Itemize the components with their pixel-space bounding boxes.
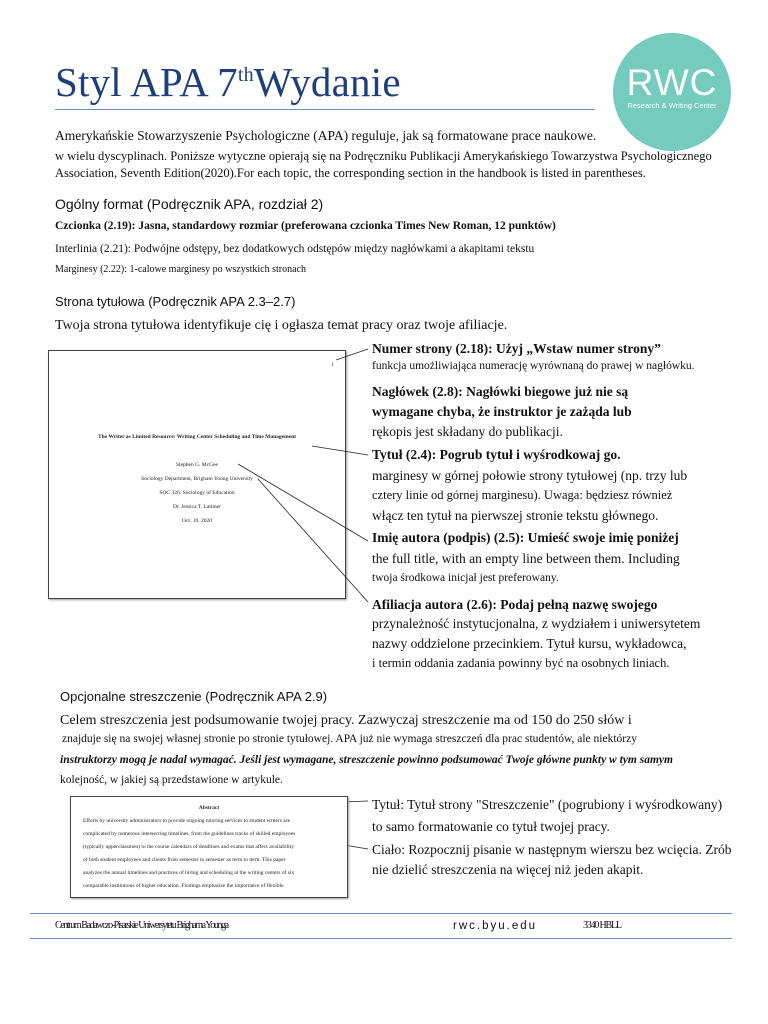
abstract-line-1: Celem streszczenia jest podsumowanie twojej pracy. Zazwyczaj streszczenie ma od 150 do 250 słów i [60, 713, 632, 728]
note-header-l1: Nagłówek (2.8): Nagłówki biegowe już nie są [372, 384, 629, 399]
note-title-l2: marginesy w górnej połowie strony tytułowej (np. trzy lub [372, 468, 688, 483]
mock-paper-title: The Writer as Limited Resource: Writing Center Scheduling and Time Management [98, 434, 296, 440]
general-margins: Marginesy (2.22): 1-calowe marginesy po wszystkich stronach [55, 264, 306, 275]
note-header-l3: rękopis jest składany do publikacji. [372, 424, 563, 439]
footer-rule-top [30, 913, 732, 914]
mock-date: Oct. 19, 2020 [182, 518, 212, 524]
note-abstract-title-l2: to samo formatowanie co tytuł twojej pracy. [372, 819, 610, 834]
intro-line-2: w wielu dyscyplinach. Poniższe wytyczne opierają się na Podręczniku Publikacji Amerykańskiego Towarzystwa Psychologicznego [55, 149, 712, 163]
mock-abstract-title: Abstract [198, 805, 220, 811]
general-heading: Ogólny format (Podręcznik APA, rozdział 2) [55, 196, 324, 212]
note-page-number: Numer strony (2.18): Użyj „Wstaw numer strony” [372, 341, 661, 356]
mock-abstract-line: (typically upperclassmen) to the course calendars of deadlines and exams that affect availability [83, 844, 294, 850]
mock-page-number: 1 [331, 362, 334, 368]
abstract-line-2: znajduje się na swojej własnej stronie po stronie tytułowej. APA już nie wymaga streszczeń dla prac studentów, ale niektórzy [62, 733, 637, 745]
mock-instructor: Dr. Jessica T. Latimer [173, 504, 221, 510]
note-affiliation-l4: i termin oddania zadania powinny być na osobnych liniach. [372, 656, 670, 670]
logo-subtitle: Research & Writing Center [627, 101, 717, 110]
note-abstract-body-l1: Ciało: Rozpocznij pisanie w następnym wierszu bez wcięcia. Zrób [372, 842, 732, 857]
mock-abstract-line: Efforts by university administrators to provide ongoing tutoring services to student writers are [83, 818, 291, 824]
intro-line-1: Amerykańskie Stowarzyszenie Psychologiczne (APA) reguluje, jak są formatowane prace naukowe. [55, 128, 597, 143]
note-page-number-l2: funkcja umożliwiająca numerację wyrównaną do prawej w nagłówku. [372, 360, 695, 372]
page-title: Styl APA 7thWydanie [55, 59, 401, 105]
footer-rule-bottom [30, 938, 732, 939]
note-title-l3: cztery linie od górnej marginesu). Uwaga: będziesz również [372, 488, 673, 502]
intro-line-3: Association, Seventh Edition(2020).For each topic, the corresponding section in the handbook is listed in parentheses. [55, 166, 646, 180]
note-abstract-title-l1: Tytuł: Tytuł strony "Streszczenie" (pogrubiony i wyśrodkowany) [372, 797, 723, 812]
mock-abstract-line: complicated by numerous intersecting timelines, from the guidelines tracks of skilled employees [83, 831, 296, 837]
footer-address: 3340 HBLL [583, 920, 621, 931]
general-font: Czcionka (2.19): Jasna, standardowy rozmiar (preferowana czcionka Times New Roman, 12 punktów) [55, 220, 556, 232]
note-header-l2: wymagane chyba, że instruktor je zażąda lub [372, 404, 632, 419]
note-abstract-body-l2: nie dzielić streszczenia na więcej niż jeden akapit. [372, 862, 644, 877]
callout-line-affiliation [258, 479, 368, 602]
note-author: Imię autora (podpis) (2.5): Umieść swoje imię poniżej [372, 530, 679, 545]
mock-abstract-line: of both student employees and clients from semester to semester as term to term. This paper [83, 857, 286, 863]
abstract-mockup [70, 796, 348, 898]
note-author-l2: the full title, with an empty line between them. Including [372, 551, 680, 566]
note-author-l3: twoja środkowa inicjał jest preferowany. [372, 572, 559, 584]
mock-course: SOC 326: Sociology of Education [159, 490, 235, 496]
logo-text: RWC [626, 62, 718, 103]
abstract-line-3: instruktorzy mogą je nadal wymagać. Jeśli jest wymagane, streszczenie powinno podsumować Twoje główne punkty w tym samym [60, 754, 673, 766]
abstract-heading: Opcjonalne streszczenie (Podręcznik APA 2.9) [60, 689, 328, 704]
note-affiliation-l3: nazwy oddzielone przecinkiem. Tytuł kursu, wykładowca, [372, 636, 687, 651]
callout-line-page-number [336, 349, 368, 360]
mock-abstract-line: analyzes the annual timelines and practices of hiring and scheduling at the writing centers of six [83, 870, 295, 876]
footer-website: rwc.byu.edu [453, 920, 538, 932]
title-page-heading: Strona tytułowa (Podręcznik APA 2.3–2.7) [55, 294, 296, 309]
note-title-l4: włącz ten tytuł na pierwszej stronie tekstu głównego. [372, 508, 659, 523]
mock-department: Sociology Department, Brigham Young University [141, 476, 253, 482]
title-page-desc: Twoja strona tytułowa identyfikuje cię i ogłasza temat pracy oraz twoje afiliacje. [55, 318, 508, 333]
general-spacing: Interlinia (2.21): Podwójne odstępy, bez dodatkowych odstępów między nagłówkami a akapitami tekstu [55, 243, 535, 255]
abstract-line-4: kolejność, w jakiej są przedstawione w artykule. [60, 774, 283, 786]
note-title: Tytuł (2.4): Pogrub tytuł i wyśrodkowaj go. [372, 447, 621, 462]
mock-abstract-line: comparable institutions of higher education. Findings emphasize the importance of flexible [83, 883, 284, 889]
footer-center-name: Centrum Badawczo-Pisarskie Uniwersytetu Brighama Younga [55, 920, 228, 931]
note-affiliation: Afiliacja autora (2.6): Podaj pełną nazwę swojego [372, 597, 658, 612]
mock-author: Stephen G. McGee [175, 462, 218, 468]
callout-line-title [312, 446, 368, 455]
note-affiliation-l2: przynależność instytucjonalna, z wydziałem i uniwersytetem [372, 616, 701, 631]
